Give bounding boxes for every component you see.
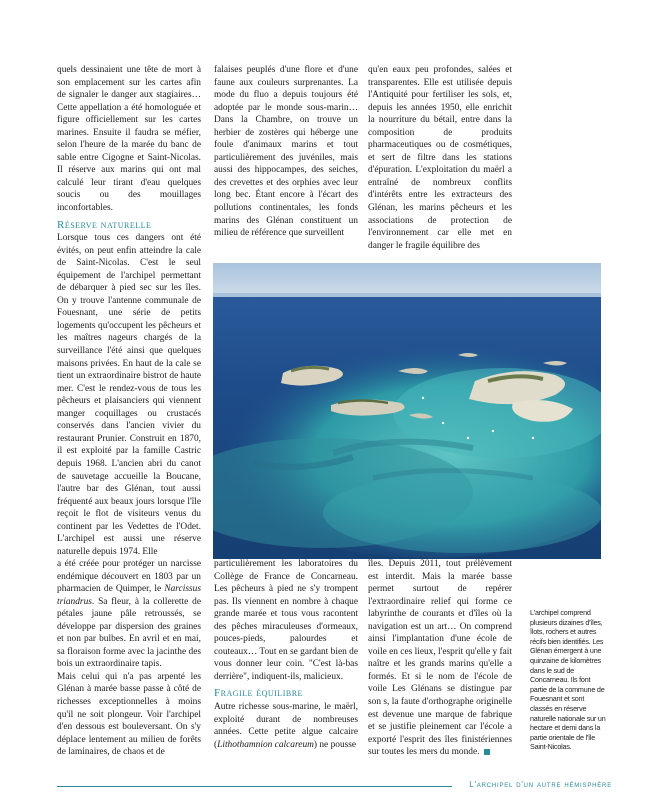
running-title: L'archipel d'un autre hémisphère <box>469 780 612 789</box>
text-column-5 <box>214 558 358 751</box>
end-of-article-square-icon <box>484 749 490 755</box>
text-run: Autre richesse sous-marine, le maërl, exploité durant de nombreuses années. Cette petite algue calcaire ( <box>214 702 358 750</box>
text-column-3 <box>368 64 512 252</box>
footer-rule <box>57 786 452 787</box>
text-run: ) ne pousse <box>313 739 357 750</box>
paragraph <box>368 558 512 759</box>
paragraph: particulièrement les laboratoires du Collège de France de Concarneau. Les pêcheurs à pied ne s'y trompent pas. Ils viennent en nombre à chaque grande marée et tous vous racontent des pêches miraculeuses d'ormeaux, pouces-pieds, palourdes et couteaux… Tout en se gardant bien de vous donner leur coin. "C'est là-bas derrière", indiquent-ils, malicieux. <box>214 559 358 682</box>
paragraph: Lorsque tous ces dangers ont été évités, on peut enfin atteindre la cale de Saint-Nicolas. C'est le seul équipement de l'archipel permettant de débarquer à pied sec sur les îles. On y trouve l'antenne communale de Fouesnant, une série de petits logements qu'occupent les pêcheurs et les maîtres nageurs chargés de la surveillance l'été ainsi que quelques maisons privées. En haut de la cale se tient un extraordinaire bistrot de haute mer. C'est le rendez-vous de tous les pêcheurs et plaisanciers qui viennent manger coquillages ou crustacés conservés dans l'ancien vivier du restaurant Prunier. Construit en 1870, il est exploité par la famille Castric depuis 1968. L'ancien abri du canot de sauvetage accueille la Boucane, l'autre bar des Glénan, tout aussi fréquenté aux beaux jours lorsque l'île reçoit le flot de visiteurs venus du continent par les Vedettes de l'Odet. L'archipel est aussi une réserve naturelle depuis 1974. Elle <box>57 233 201 557</box>
photo-caption: L'archipel comprend plusieurs dizaines d'îles, îlots, rochers et autres récifs bien identifiés. Les Glénan émergent à une quinzaine de kilomètres dans le sud de Concarneau. Ils font partie de la commune de Fouesnant et sont classés en réserve naturelle nationale sur un hectare et demi dans la partie orientale de l'île Saint-Nicolas. <box>530 608 606 752</box>
species-name: Lithothamnion calcareum <box>217 739 314 750</box>
paragraph: Mais celui qui n'a pas arpenté les Glénan à marée basse passe à côté de richesses exceptionnelles à moins qu'il ne soit plongeur. Voir l'archipel d'en dessous est bouleversant. On s'y déplace lentement au milieu de forêts de laminaires, de chaos et de <box>57 671 201 758</box>
paragraph <box>214 701 358 751</box>
paragraph: qu'en eaux peu profondes, salées et transparentes. Elle est utilisée depuis l'Antiquité pour fertiliser les sols, et, depuis les années 1950, elle enrichit la nourriture du bétail, entre dans la composition de produits pharmaceutiques ou de cosmétiques, et sert de filtre dans les stations d'épuration. L'exploitation du maërl a entraîné de nombreux conflits d'intérêts entre les extracteurs des Glénan, les marins pêcheurs et les associations de protection de l'environnement car elle met en danger le fragile équilibre des <box>368 65 512 251</box>
text-column-1 <box>57 64 201 558</box>
paragraph <box>57 558 201 671</box>
species-name: Narcissus triandrus <box>57 584 201 607</box>
aerial-photo-glenan-archipelago <box>213 263 601 559</box>
text-run: . Sa fleur, à la collerette de pétales jaune pâle retroussés, se développe par dispersion des graines et non par bulbes. En avril et en mai, sa floraison forme avec la jacinthe des bois un extraordinaire tapis. <box>57 596 201 670</box>
text-column-2 <box>214 64 358 240</box>
paragraph: falaises peuplés d'une flore et d'une faune aux couleurs surprenantes. La mode du fluo a depuis toujours été adoptée par le monde sous-marin… Dans la Chambre, on trouve un herbier de zostères qui héberge une foule d'animaux marins et tout particulièrement des juvéniles, mais aussi des hippocampes, des seiches, des crevettes et des orphies avec leur long bec. Étant encore à l'écart des pollutions continentales, les fonds marins des Glénan constituent un milieu de référence que surveillent <box>214 65 358 239</box>
text-run: îles. Depuis 2011, tout prélèvement est interdit. Mais la marée basse permet surtout de repérer l'extraordinaire relief qui forme ce labyrinthe de courants et d'îles où la navigation est un art… On comprend ainsi l'implantation d'une école de voile en ces lieux, l'esprit qu'elle y fait naître et les grands marins qu'elle a formés. Et si le nom de l'école de voile Les Glénans se distingue par son s, la faute d'orthographe originelle est devenue une marque de fabrique et se justifie pleinement car l'école a exporté l'esprit des îles finistériennes sur toutes les mers du monde. <box>368 559 512 758</box>
section-heading-fragile-equilibre: Fragile équilibre <box>214 687 303 700</box>
paragraph: quels dessinaient une tête de mort à son emplacement sur les cartes afin de signaler le danger aux stagiaires… Cette appellation a été homologuée et figure officiellement sur les cartes marines. Ensuite il faudra se méfier, selon l'heure de la marée du banc de sable entre Cigogne et Saint-Nicolas. Il réserve aux marins qui ont mal calculé leur tirant d'eau quelques soucis ou des mouillages inconfortables. <box>57 65 201 214</box>
section-heading-reserve-naturelle: Réserve naturelle <box>57 218 152 231</box>
text-run: a été créée pour protéger un narcisse endémique découvert en 1803 par un pharmacien de Quimper, le <box>57 559 201 595</box>
text-column-4 <box>57 558 201 759</box>
text-column-6 <box>368 558 512 759</box>
